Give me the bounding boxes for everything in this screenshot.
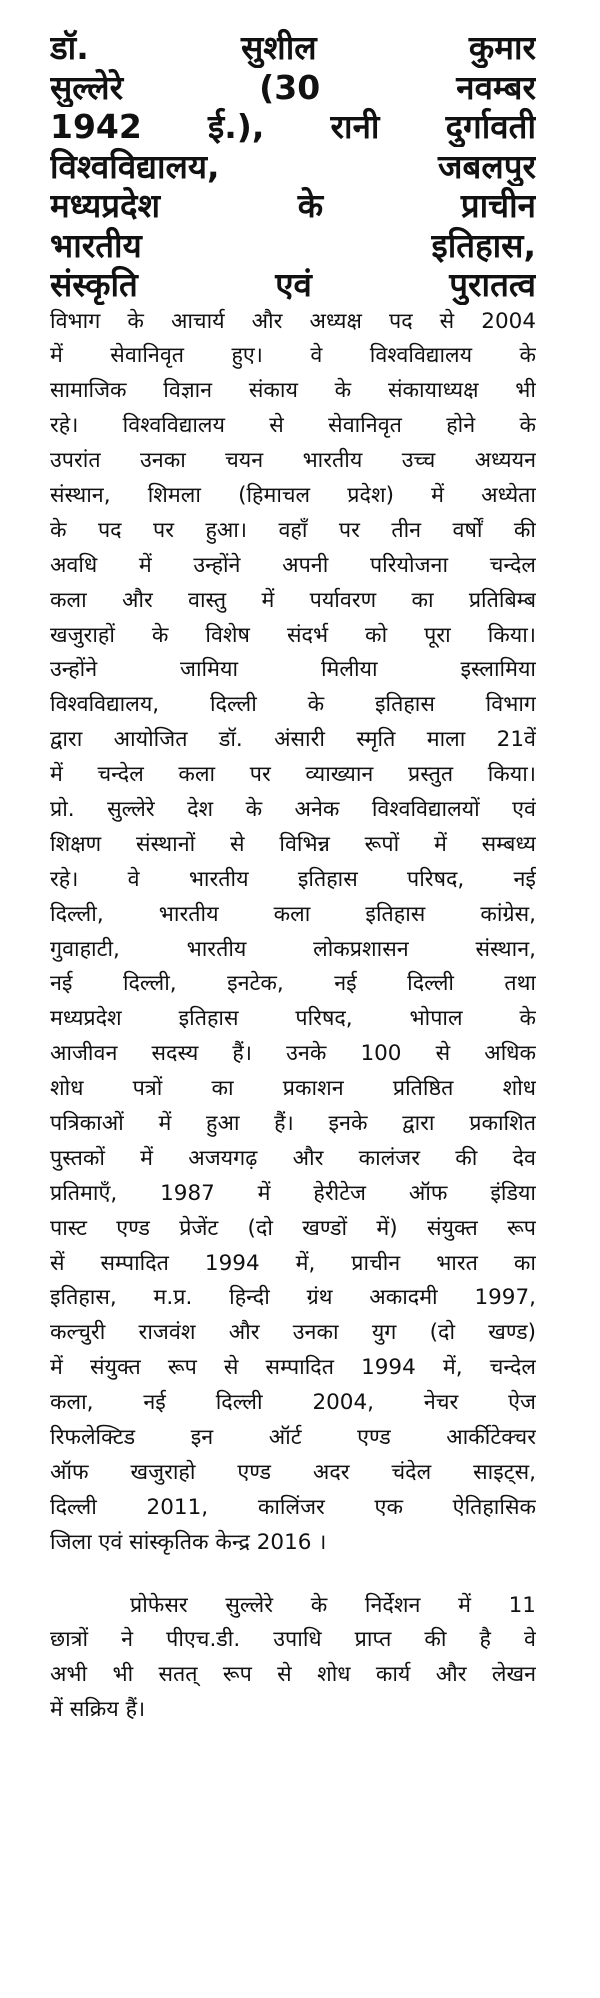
body-line: में सेवानिवृत हुए। वे विश्वविद्यालय के [50,343,536,369]
heading-line: डॉ. सुशील कुमार [50,28,536,67]
body-line: आजीवन सदस्य हैं। उनके 100 से अधिक [50,1041,536,1067]
body-line: के पद पर हुआ। वहाँ पर तीन वर्षों की [50,517,536,543]
body-line: में सक्रिय हैं। [50,1697,146,1723]
heading-line: भारतीय इतिहास, [50,225,536,265]
body-line: खजुराहों के विशेष संदर्भ को पूरा किया। [50,622,536,648]
body-line: अवधि में उन्होंने अपनी परियोजना चन्देल [50,552,536,578]
body-line: गुवाहाटी, भारतीय लोकप्रशासन संस्थान, [50,936,536,962]
body-line: विभाग के आचार्य और अध्यक्ष पद से 2004 [50,308,536,334]
heading-line: मध्यप्रदेश के प्राचीन [50,186,536,225]
body-line: प्रतिमाएँ, 1987 में हेरीटेज ऑफ इंडिया [50,1180,536,1206]
body-line: कला, नई दिल्ली 2004, नेचर ऐज [50,1390,536,1416]
body-line: में चन्देल कला पर व्याख्यान प्रस्तुत किया। [50,762,536,788]
body-line: रिफलेक्टिड इन ऑर्ट एण्ड आर्कीटेक्चर [50,1425,536,1450]
body-line: कला और वास्तु में पर्यावरण का प्रतिबिम्ब [50,587,536,613]
body-line: दिल्ली, भारतीय कला इतिहास कांग्रेस, [50,901,536,927]
body-line: रहे। विश्वविद्यालय से सेवानिवृत होने के [50,413,536,439]
heading-line: विश्वविद्यालय, जबलपुर [50,146,536,186]
body-line: में संयुक्त रूप से सम्पादित 1994 में, चन्देल [50,1355,536,1381]
body-line: मध्यप्रदेश इतिहास परिषद, भोपाल के [50,1006,536,1032]
body-line: शिक्षण संस्थानों से विभिन्न रूपों में सम्बध्य [50,831,536,857]
article-paragraph-2 [50,1589,536,1729]
body-line: शोध पत्रों का प्रकाशन प्रतिष्ठित शोध [50,1076,536,1102]
body-line: जिला एवं सांस्कृतिक केन्द्र 2016 । [50,1529,327,1555]
paragraph-gap [50,1561,536,1589]
body-line: इतिहास, म.प्र. हिन्दी ग्रंथ अकादमी 1997, [50,1285,536,1311]
body-line: प्रोफेसर सुल्लेरे के निर्देशन में 11 [130,1592,536,1618]
article-paragraph-1 [50,305,536,1561]
body-line: छात्रों ने पीएच.डी. उपाधि प्राप्त की है वे [50,1627,536,1653]
heading-line: सुल्लेरे (30 नवम्बर [50,67,536,107]
body-line: ऑफ खजुराहो एण्ड अदर चंदेल साइट्स, [50,1459,536,1485]
body-line: उपरांत उनका चयन भारतीय उच्च अध्ययन [50,448,536,474]
body-line: पास्ट एण्ड प्रेजेंट (दो खण्डों में) संयुक्त रूप [50,1215,536,1241]
body-line: दिल्ली 2011, कालिंजर एक ऐतिहासिक [50,1494,536,1520]
body-line: पत्रिकाओं में हुआ हैं। इनके द्वारा प्रकाशित [50,1110,536,1136]
heading-line: संस्कृति एवं पुरातत्व [50,265,536,304]
body-line: पुस्तकों में अजयगढ़ और कालंजर की देव [50,1145,536,1171]
body-line: सें सम्पादित 1994 में, प्राचीन भारत का [50,1250,536,1276]
body-line: सामाजिक विज्ञान संकाय के संकायाध्यक्ष भी [50,378,536,404]
body-line: कल्चुरी राजवंश और उनका युग (दो खण्ड) [50,1320,536,1346]
body-line: संस्थान, शिमला (हिमाचल प्रदेश) में अध्येता [50,482,536,508]
body-line: द्वारा आयोजित डॉ. अंसारी स्मृति माला 21वें [50,727,536,753]
article-heading [50,28,536,305]
body-line: अभी भी सतत् रूप से शोध कार्य और लेखन [50,1662,536,1688]
body-line: नई दिल्ली, इनटेक, नई दिल्ली तथा [50,971,536,997]
body-line: प्रो. सुल्लेरे देश के अनेक विश्वविद्यालयों एवं [50,796,536,822]
body-line: उन्होंने जामिया मिलीया इस्लामिया [50,657,536,683]
body-line: विश्वविद्यालय, दिल्ली के इतिहास विभाग [50,692,536,718]
article-column [50,28,536,1728]
heading-line: 1942 ई.), रानी दुर्गावती [50,107,536,146]
body-line: रहे। वे भारतीय इतिहास परिषद, नई [50,866,536,892]
